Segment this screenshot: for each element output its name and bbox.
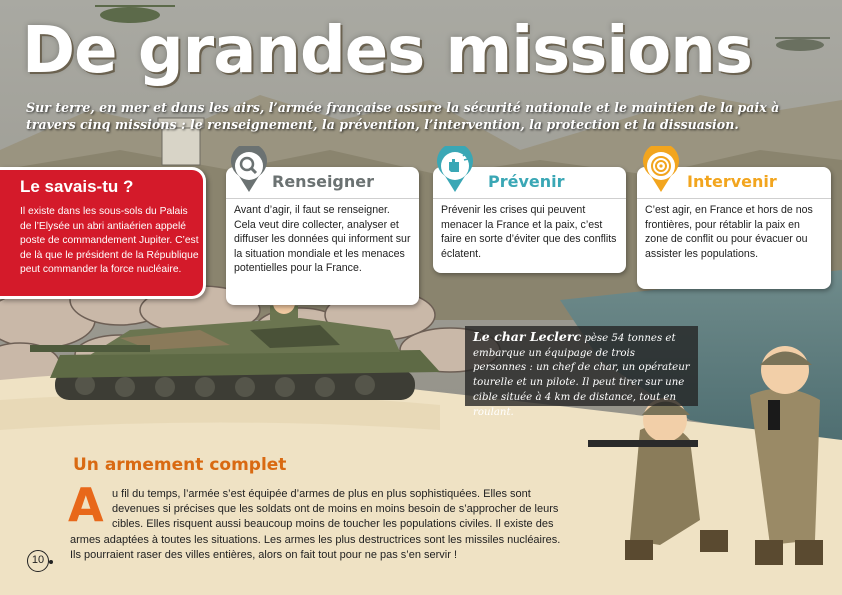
body-line: armes adaptées à toutes les situations. Les armes les plus destructrices sont les missiles nucléaires.	[70, 533, 561, 546]
page-title: De grandes missions	[22, 14, 752, 88]
body-line: u fil du temps, l’armée s’est équipée d’armes de plus en plus sophistiquées. Elles sont	[112, 488, 531, 500]
did-you-know-text: Il existe dans les sous-sols du Palais de l’Elysée un abri antiaérien appelé poste de commandement Jupiter. C’est de là que le président de la République peut commander la force nucléaire.	[20, 206, 199, 276]
alert-hand-icon	[435, 146, 475, 194]
mission-title: Intervenir	[687, 172, 777, 191]
section-body	[70, 487, 595, 563]
target-icon	[641, 146, 681, 194]
mission-text: Avant d’agir, il faut se renseigner. Cela veut dire collecter, analyser et diffuser les données qui informent sur la situation mondiale et les menaces potentielles pour la France.	[234, 204, 411, 275]
mission-text: Prévenir les crises qui peuvent menacer la France et la paix, c’est faire en sorte d’éviter que des conflits éclatent.	[441, 204, 617, 260]
page-number-dot	[49, 560, 53, 564]
magnifier-icon	[229, 146, 269, 194]
mission-title: Renseigner	[272, 172, 375, 191]
page-number: 10	[27, 550, 49, 572]
did-you-know-box	[0, 167, 206, 299]
tank-caption-name: Le char Leclerc	[473, 329, 582, 344]
body-line: devenues si précises que les soldats ont de moins en moins besoin de s’approcher de leurs	[112, 503, 559, 516]
section-title: Un armement complet	[73, 455, 287, 475]
tank-caption	[465, 326, 698, 418]
body-line: Ils pourraient raser des villes entières, alors on fait tout pour ne pas s’en servir !	[70, 548, 458, 561]
did-you-know-title: Le savais-tu ?	[20, 177, 134, 196]
mission-text: C’est agir, en France et hors de nos frontières, pour rétablir la paix en zone de conflit ou pour évacuer ou assister les populations.	[645, 204, 813, 260]
body-line: cibles. Elles risquent aussi beaucoup moins de toucher les populations civiles. Il existe des	[112, 518, 554, 531]
mission-title: Prévenir	[488, 172, 565, 191]
tank-caption-text: pèse 54 tonnes et embarque un équipage de trois personnes : un chef de char, un opérateur tourelle et un pilote. Il peut tirer sur une cible située à 4 km de distance, tout en roulant.	[473, 333, 690, 418]
intro-text: Sur terre, en mer et dans les airs, l’armée française assure la sécurité nationale et le maintien de la paix à travers cinq missions : le renseignement, la prévention, l’intervention, la protection et la dissuasion.	[26, 100, 780, 132]
drop-cap: A	[68, 478, 104, 532]
